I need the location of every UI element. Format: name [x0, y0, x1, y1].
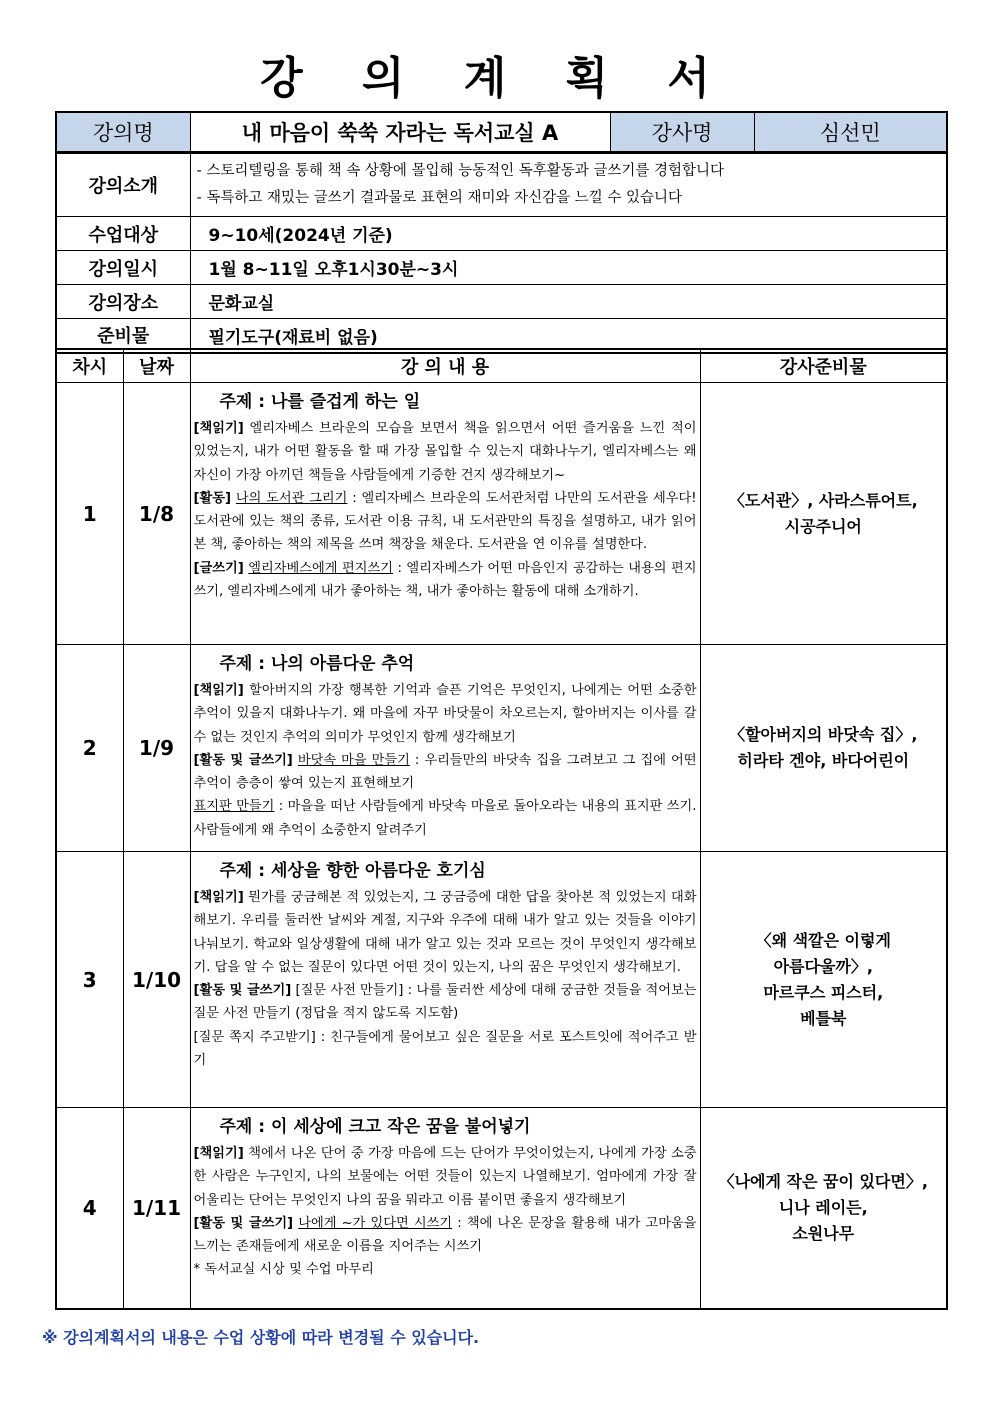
- writing-title: 표지판 만들기: [193, 799, 275, 815]
- reading-tag: [책읽기]: [193, 1146, 244, 1161]
- session-materials: [700, 852, 947, 1108]
- reading-paragraph: [194, 417, 697, 487]
- schedule-table: [55, 348, 948, 1310]
- session-materials: [700, 383, 947, 645]
- activity-title: 나에게 ~가 있다면 시쓰기: [298, 1215, 453, 1231]
- material-line: 〈왜 색깔은 이렇게: [755, 930, 891, 950]
- table-row: [56, 1108, 947, 1309]
- writing-text: : 마을을 떠난 사람들에게 바닷속 마을로 돌아오라는 내용의 표지판 쓰기. 사람들에게 왜 추억이 소중한지 알려주기: [193, 799, 697, 838]
- intro-label: 강의소개: [56, 153, 190, 217]
- activity-paragraph: [194, 979, 697, 1026]
- material-line: 〈나에게 작은 꿈이 있다면〉,: [718, 1171, 928, 1191]
- intro-line: - 스토리텔링을 통해 책 속 상황에 몰입해 능동적인 독후활동과 글쓰기를 경험합니다: [196, 163, 725, 179]
- instructor-name: 심선민: [754, 112, 947, 152]
- activity-tag: [활동 및 글쓰기]: [193, 1215, 294, 1231]
- activity-tag: [활동 및 글쓰기]: [193, 983, 292, 999]
- activity-paragraph: [194, 487, 697, 557]
- reading-tag: [책읽기]: [193, 683, 244, 698]
- session-content: [190, 645, 700, 852]
- course-name: 내 마음이 쑥쑥 자라는 독서교실 A: [190, 112, 610, 152]
- material-line: 마르쿠스 피스터,: [763, 982, 884, 1002]
- session-topic: 주제 : 나의 아름다운 추억: [219, 654, 415, 674]
- col-header-date: 날짜: [123, 349, 190, 383]
- target-label: 수업대상: [56, 217, 190, 251]
- activity-title: 바닷속 마을 만들기: [297, 752, 410, 768]
- session-date: 1/8: [123, 383, 190, 645]
- writing-tag: [글쓰기]: [193, 560, 244, 576]
- course-label: 강의명: [56, 112, 190, 152]
- material-line: 〈할아버지의 바닷속 집〉,: [729, 725, 918, 744]
- reading-text: 뭔가를 궁금해본 적 있었는지, 그 궁금증에 대한 답을 찾아본 적 있었는지 대화해보기. 우리를 둘러싼 날씨와 계절, 지구와 우주에 대해 내가 알고 있는 것들을 이야기 나눠보기. 학교와 일상생활에 대해 내가 알고 있는 것과 모르는 것이 무엇인지 생각해보기. 답을 알 수 없는 질문이 있다면 어떤 것이 있는지, 나의 꿈은 무엇인지 생각해보기.: [193, 890, 697, 975]
- writing-paragraph: [질문 쪽지 주고받기] : 친구들에게 물어보고 싶은 질문을 서로 포스트잇에 적어주고 받기: [193, 1029, 697, 1069]
- session-number: 4: [56, 1108, 123, 1309]
- page-title: 강 의 계 획 서: [260, 53, 732, 104]
- session-date: 1/9: [123, 645, 190, 852]
- material-line: 베틀북: [800, 1008, 847, 1028]
- activity-paragraph: [194, 749, 697, 796]
- session-topic: 주제 : 세상을 향한 아름다운 호기심: [219, 861, 486, 881]
- reading-paragraph: [194, 886, 697, 979]
- instructor-label: 강사명: [610, 112, 754, 152]
- activity-paragraph: [194, 1212, 697, 1259]
- closing-note: * 독서교실 시상 및 수업 마무리: [193, 1262, 374, 1278]
- activity-tag: [활동 및 글쓰기]: [193, 752, 293, 768]
- target-value: 9~10세(2024년 기준): [190, 217, 947, 251]
- material-line: 히라타 겐야, 바다어린이: [737, 751, 910, 770]
- session-topic: 주제 : 이 세상에 크고 작은 꿈을 불어넣기: [219, 1117, 531, 1137]
- table-row: [56, 383, 947, 645]
- table-row: [56, 852, 947, 1108]
- material-line: 아름다울까〉,: [773, 956, 873, 976]
- session-number: 1: [56, 383, 123, 645]
- reading-tag: [책읽기]: [193, 890, 244, 905]
- reading-paragraph: [194, 679, 697, 749]
- writing-paragraph: [194, 795, 697, 842]
- writing-title: 엘리자베스에게 편지쓰기: [248, 560, 393, 576]
- reading-text: 책에서 나온 단어 중 가장 마음에 드는 단어가 무엇이었는지, 나에게 가장 소중한 사람은 누구인지, 나의 보물에는 어떤 것들이 있는지 나열해보기. 엄마에게 가장 잘 어울리는 단어는 무엇인지 나의 꿈을 뭐라고 이름 붙이면 좋을지 생각해보기: [193, 1146, 697, 1208]
- material-line: 소원나무: [792, 1223, 855, 1243]
- activity-text: : 책에 나온 문장을 활용해 내가 고마움을 느끼는 존재들에게 새로운 이름을 지어주는 시쓰기: [193, 1215, 697, 1255]
- activity-text: [질문 사전 만들기] : 나를 둘러싼 세상에 대해 궁금한 것들을 적어보는 질문 사전 만들기 (정답을 적지 않도록 지도함): [193, 983, 697, 1022]
- place-label: 강의장소: [56, 285, 190, 319]
- session-number: 2: [56, 645, 123, 852]
- writing-paragraph: [194, 557, 697, 604]
- writing-text: : 엘리자베스가 어떤 마음인지 공감하는 내용의 편지 쓰기, 엘리자베스에게 내가 좋아하는 책, 내가 좋아하는 활동에 대해 소개하기.: [193, 560, 697, 600]
- session-materials: [700, 1108, 947, 1309]
- change-notice: ※ 강의계획서의 내용은 수업 상황에 따라 변경될 수 있습니다.: [42, 1328, 480, 1347]
- session-date: 1/11: [123, 1108, 190, 1309]
- session-topic: 주제 : 나를 즐겁게 하는 일: [219, 392, 421, 412]
- material-line: 니나 레이든,: [778, 1197, 868, 1217]
- activity-tag: [활동]: [193, 490, 232, 506]
- col-header-session: 차시: [56, 349, 123, 383]
- session-content: [190, 1108, 700, 1309]
- session-materials: [700, 645, 947, 852]
- session-date: 1/10: [123, 852, 190, 1108]
- place-value: 문화교실: [190, 285, 947, 319]
- session-content: [190, 852, 700, 1108]
- reading-tag: [책읽기]: [193, 421, 244, 436]
- supplies-value: 필기도구(재료비 없음): [190, 319, 947, 353]
- reading-paragraph: [194, 1142, 697, 1212]
- session-content: [190, 383, 700, 645]
- reading-text: 엘리자베스 브라운의 모습을 보면서 책을 읽으면서 어떤 즐거움을 느낀 적이 있었는지, 내가 어떤 활동을 할 때 가장 몰입할 수 있는지 대화나누기, 엘리자베스는 왜 자신이 가장 아끼던 책들을 사람들에게 기증한 건지 생각해보기~: [193, 421, 697, 483]
- activity-text: : 엘리자베스 브라운의 도서관처럼 나만의 도서관을 세우다! 도서관에 있는 책의 종류, 도서관 이용 규칙, 내 도서관만의 특징을 설명하고, 내가 읽어본 책, 좋아하는 책의 제목을 쓰며 책장을 채운다. 도서관을 연 이유를 설명한다.: [193, 490, 697, 553]
- course-header-table: [55, 111, 948, 153]
- supplies-label: 준비물: [56, 319, 190, 353]
- col-header-content: 강 의 내 용: [190, 349, 700, 383]
- course-info-table: [55, 152, 948, 354]
- schedule-label: 강의일시: [56, 251, 190, 285]
- material-line: 시공주니어: [784, 516, 862, 536]
- activity-title: 나의 도서관 그리기: [235, 490, 348, 506]
- activity-text: : 우리들만의 바닷속 집을 그려보고 그 집에 어떤 추억이 층층이 쌓여 있는지 표현해보기: [193, 752, 697, 792]
- intro-line: - 독특하고 재밌는 글쓰기 결과물로 표현의 재미와 자신감을 느낄 수 있습니다: [196, 190, 683, 206]
- material-line: 〈도서관〉, 사라스튜어트,: [728, 490, 918, 510]
- session-number: 3: [56, 852, 123, 1108]
- table-row: [56, 645, 947, 852]
- schedule-value: 1월 8~11일 오후1시30분~3시: [190, 251, 947, 285]
- reading-text: 할아버지의 가장 행복한 기억과 슬픈 기억은 무엇인지, 나에게는 어떤 소중한 추억이 있을지 대화나누기. 왜 마을에 자꾸 바닷물이 차오르는지, 할아버지는 이사를 갈 수 없는 것인지 추억의 의미가 무엇인지 함께 생각해보기: [193, 683, 697, 745]
- intro-value: [190, 153, 947, 217]
- col-header-materials: 강사준비물: [700, 349, 947, 383]
